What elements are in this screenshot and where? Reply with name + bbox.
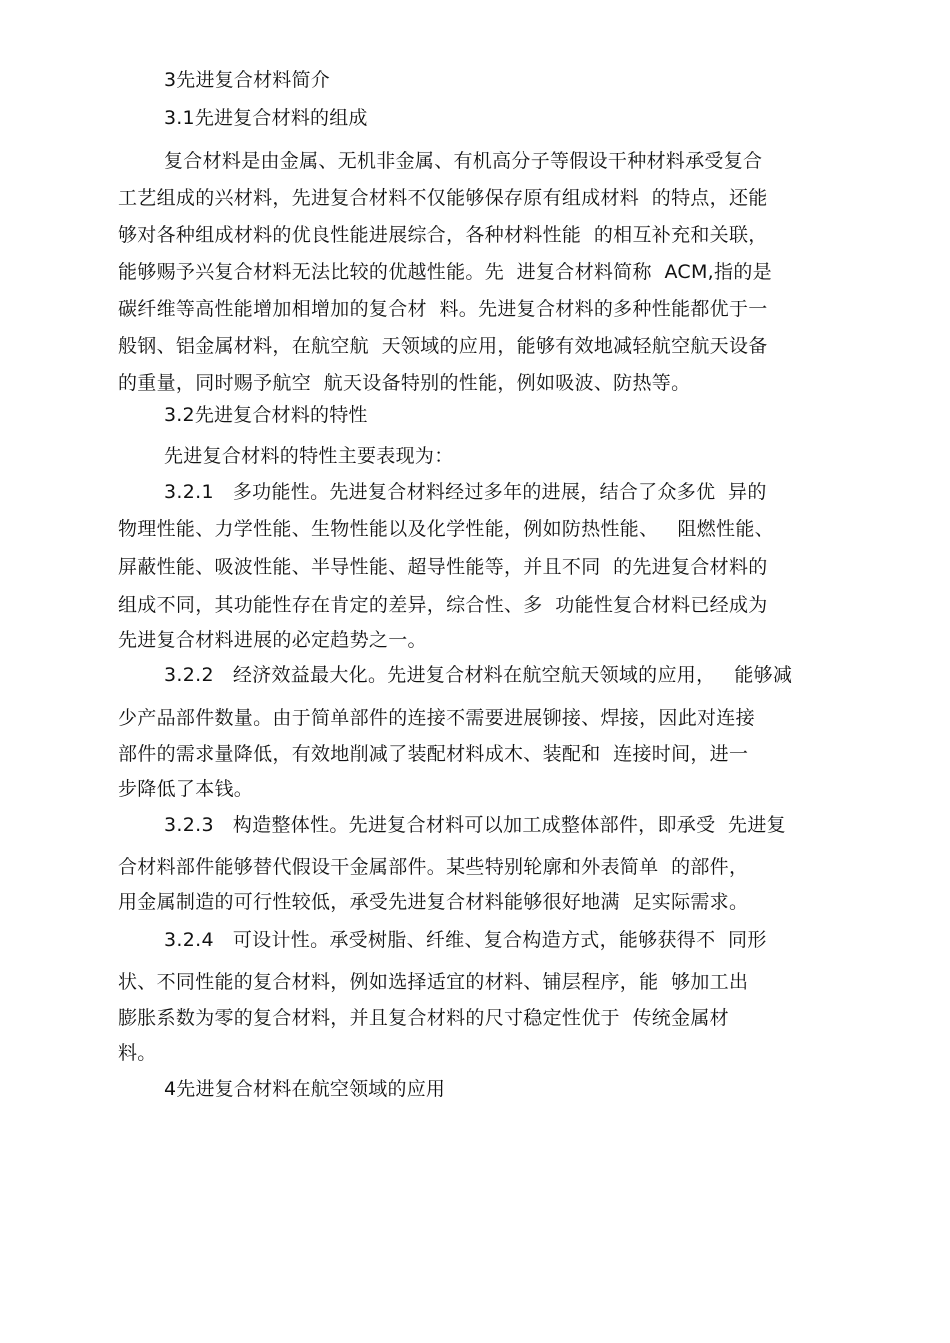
paragraph-line: 状、不同性能的复合材料，例如选择适宜的材料、铺层程序，能 够加工出 — [118, 971, 749, 993]
section-heading-3-2: 3.2先进复合材料的特性 — [164, 404, 368, 426]
paragraph-line: 用金属制造的可行性较低，承受先进复合材料能够很好地满 足实际需求。 — [118, 891, 749, 913]
paragraph-line: 物理性能、力学性能、生物性能以及化学性能，例如防热性能、 阻燃性能、 — [118, 518, 774, 540]
paragraph-line: 3.2.3 构造整体性。先进复合材料可以加工成整体部件，即承受 先进复 — [164, 814, 786, 836]
section-heading-4: 4先进复合材料在航空领域的应用 — [164, 1078, 446, 1100]
paragraph-line: 先进复合材料进展的必定趋势之一。 — [118, 629, 427, 651]
paragraph-line: 部件的需求量降低，有效地削减了装配材料成木、装配和 连接时间，进一 — [118, 743, 749, 765]
paragraph-line: 3.2.4 可设计性。承受树脂、纤维、复合构造方式，能够获得不 同形 — [164, 929, 767, 951]
intro-line: 先进复合材料的特性主要表现为： — [164, 445, 454, 467]
paragraph-line: 的重量，同时赐予航空 航天设备特别的性能，例如吸波、防热等。 — [118, 372, 691, 394]
paragraph-line: 够对各种组成材料的优良性能进展综合，各种材料性能 的相互补充和关联， — [118, 224, 768, 246]
paragraph-line: 屏蔽性能、吸波性能、半导性能、超导性能等，并且不同 的先进复合材料的 — [118, 556, 768, 578]
paragraph-line: 能够赐予兴复合材料无法比较的优越性能。先 进复合材料简称 ACM,指的是 — [118, 261, 772, 283]
paragraph-line: 3.2.2 经济效益最大化。先进复合材料在航空航天领域的应用， 能够减 — [164, 664, 793, 686]
paragraph-line: 少产品部件数量。由于简单部件的连接不需要进展铆接、焊接，因此对连接 — [118, 707, 755, 729]
paragraph-line: 组成不同，其功能性存在肯定的差异，综合性、多 功能性复合材料已经成为 — [118, 594, 768, 616]
paragraph-line: 合材料部件能够替代假设干金属部件。某些特别轮廓和外表简单 的部件， — [118, 856, 749, 878]
section-heading-3: 3先进复合材料简介 — [164, 69, 330, 91]
paragraph-line: 般钢、铝金属材料，在航空航 天领域的应用，能够有效地减轻航空航天设备 — [118, 335, 768, 357]
section-heading-3-1: 3.1先进复合材料的组成 — [164, 107, 368, 129]
paragraph-line: 膨胀系数为零的复合材料，并且复合材料的尺寸稳定性优于 传统金属材 — [118, 1007, 729, 1029]
paragraph-line: 复合材料是由金属、无机非金属、有机高分子等假设干种材料承受复合 — [164, 150, 763, 172]
paragraph-line: 碳纤维等高性能增加相增加的复合材 料。先进复合材料的多种性能都优于一 — [118, 298, 768, 320]
paragraph-line: 料。 — [118, 1042, 157, 1064]
paragraph-line: 工艺组成的兴材料，先进复合材料不仅能够保存原有组成材料 的特点，还能 — [118, 187, 768, 209]
paragraph-line: 步降低了本钱。 — [118, 778, 254, 800]
paragraph-line: 3.2.1 多功能性。先进复合材料经过多年的进展，结合了众多优 异的 — [164, 481, 767, 503]
